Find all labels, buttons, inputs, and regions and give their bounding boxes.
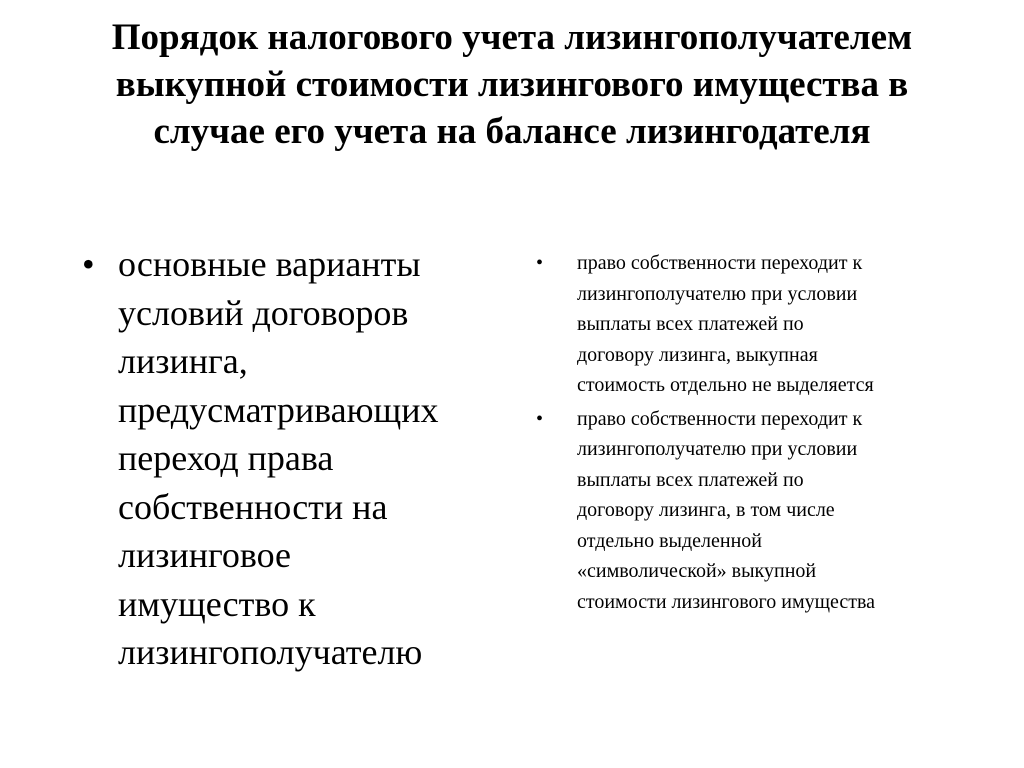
right-item-1-line-4: договору лизинга, выкупная bbox=[577, 343, 818, 366]
left-line-1: основные варианты bbox=[118, 244, 421, 284]
left-line-6: собственности на bbox=[118, 486, 388, 527]
left-bullet-text bbox=[118, 240, 502, 677]
left-line-7: лизинговое bbox=[118, 535, 292, 575]
right-item-1-line-2: лизингополучателю при условии bbox=[577, 282, 858, 305]
right-bullet-list bbox=[536, 248, 976, 617]
right-item-2-line-2: лизингополучателю при условии bbox=[577, 438, 858, 460]
left-line-8: имущество к bbox=[118, 583, 316, 624]
right-item-1-line-3: выплаты всех платежей по bbox=[577, 313, 804, 335]
left-line-4: предусматривающих bbox=[118, 389, 439, 430]
right-list-item-2 bbox=[536, 404, 976, 618]
right-list-item-1 bbox=[536, 248, 976, 401]
right-bullet-marker-1: • bbox=[536, 252, 544, 274]
right-bullet-marker-2: • bbox=[536, 407, 544, 430]
left-bullet-list bbox=[82, 240, 502, 677]
left-line-5: переход права bbox=[118, 438, 334, 478]
right-item-2-line-6: «символической» выкупной bbox=[577, 560, 817, 582]
left-line-2: условий договоров bbox=[118, 292, 409, 333]
right-item-1-line-1: право собственности переходит к bbox=[577, 252, 863, 274]
right-item-2-line-3: выплаты всех платежей по bbox=[577, 468, 804, 491]
title-line-2: выкупной стоимости лизингового имущества в bbox=[115, 64, 909, 105]
right-item-2-line-1: право собственности переходит к bbox=[577, 407, 863, 430]
right-item-text-1 bbox=[577, 248, 976, 401]
title-line-1: Порядок налогового учета лизингополучателем bbox=[111, 17, 913, 58]
slide-title bbox=[40, 14, 984, 155]
left-line-3: лизинга, bbox=[118, 341, 248, 381]
right-item-2-line-7: стоимости лизингового имущества bbox=[577, 590, 876, 613]
right-item-1-line-5: стоимость отдельно не выделяется bbox=[577, 374, 874, 396]
title-line-3: случае его учета на балансе лизингодателя bbox=[153, 111, 871, 152]
right-item-text-2 bbox=[577, 404, 976, 618]
right-item-2-line-4: договору лизинга, в том числе bbox=[577, 499, 835, 521]
right-item-2-line-5: отдельно выделенной bbox=[577, 529, 762, 552]
left-bullet-marker: • bbox=[82, 244, 95, 284]
left-line-9: лизингополучателю bbox=[118, 632, 423, 672]
